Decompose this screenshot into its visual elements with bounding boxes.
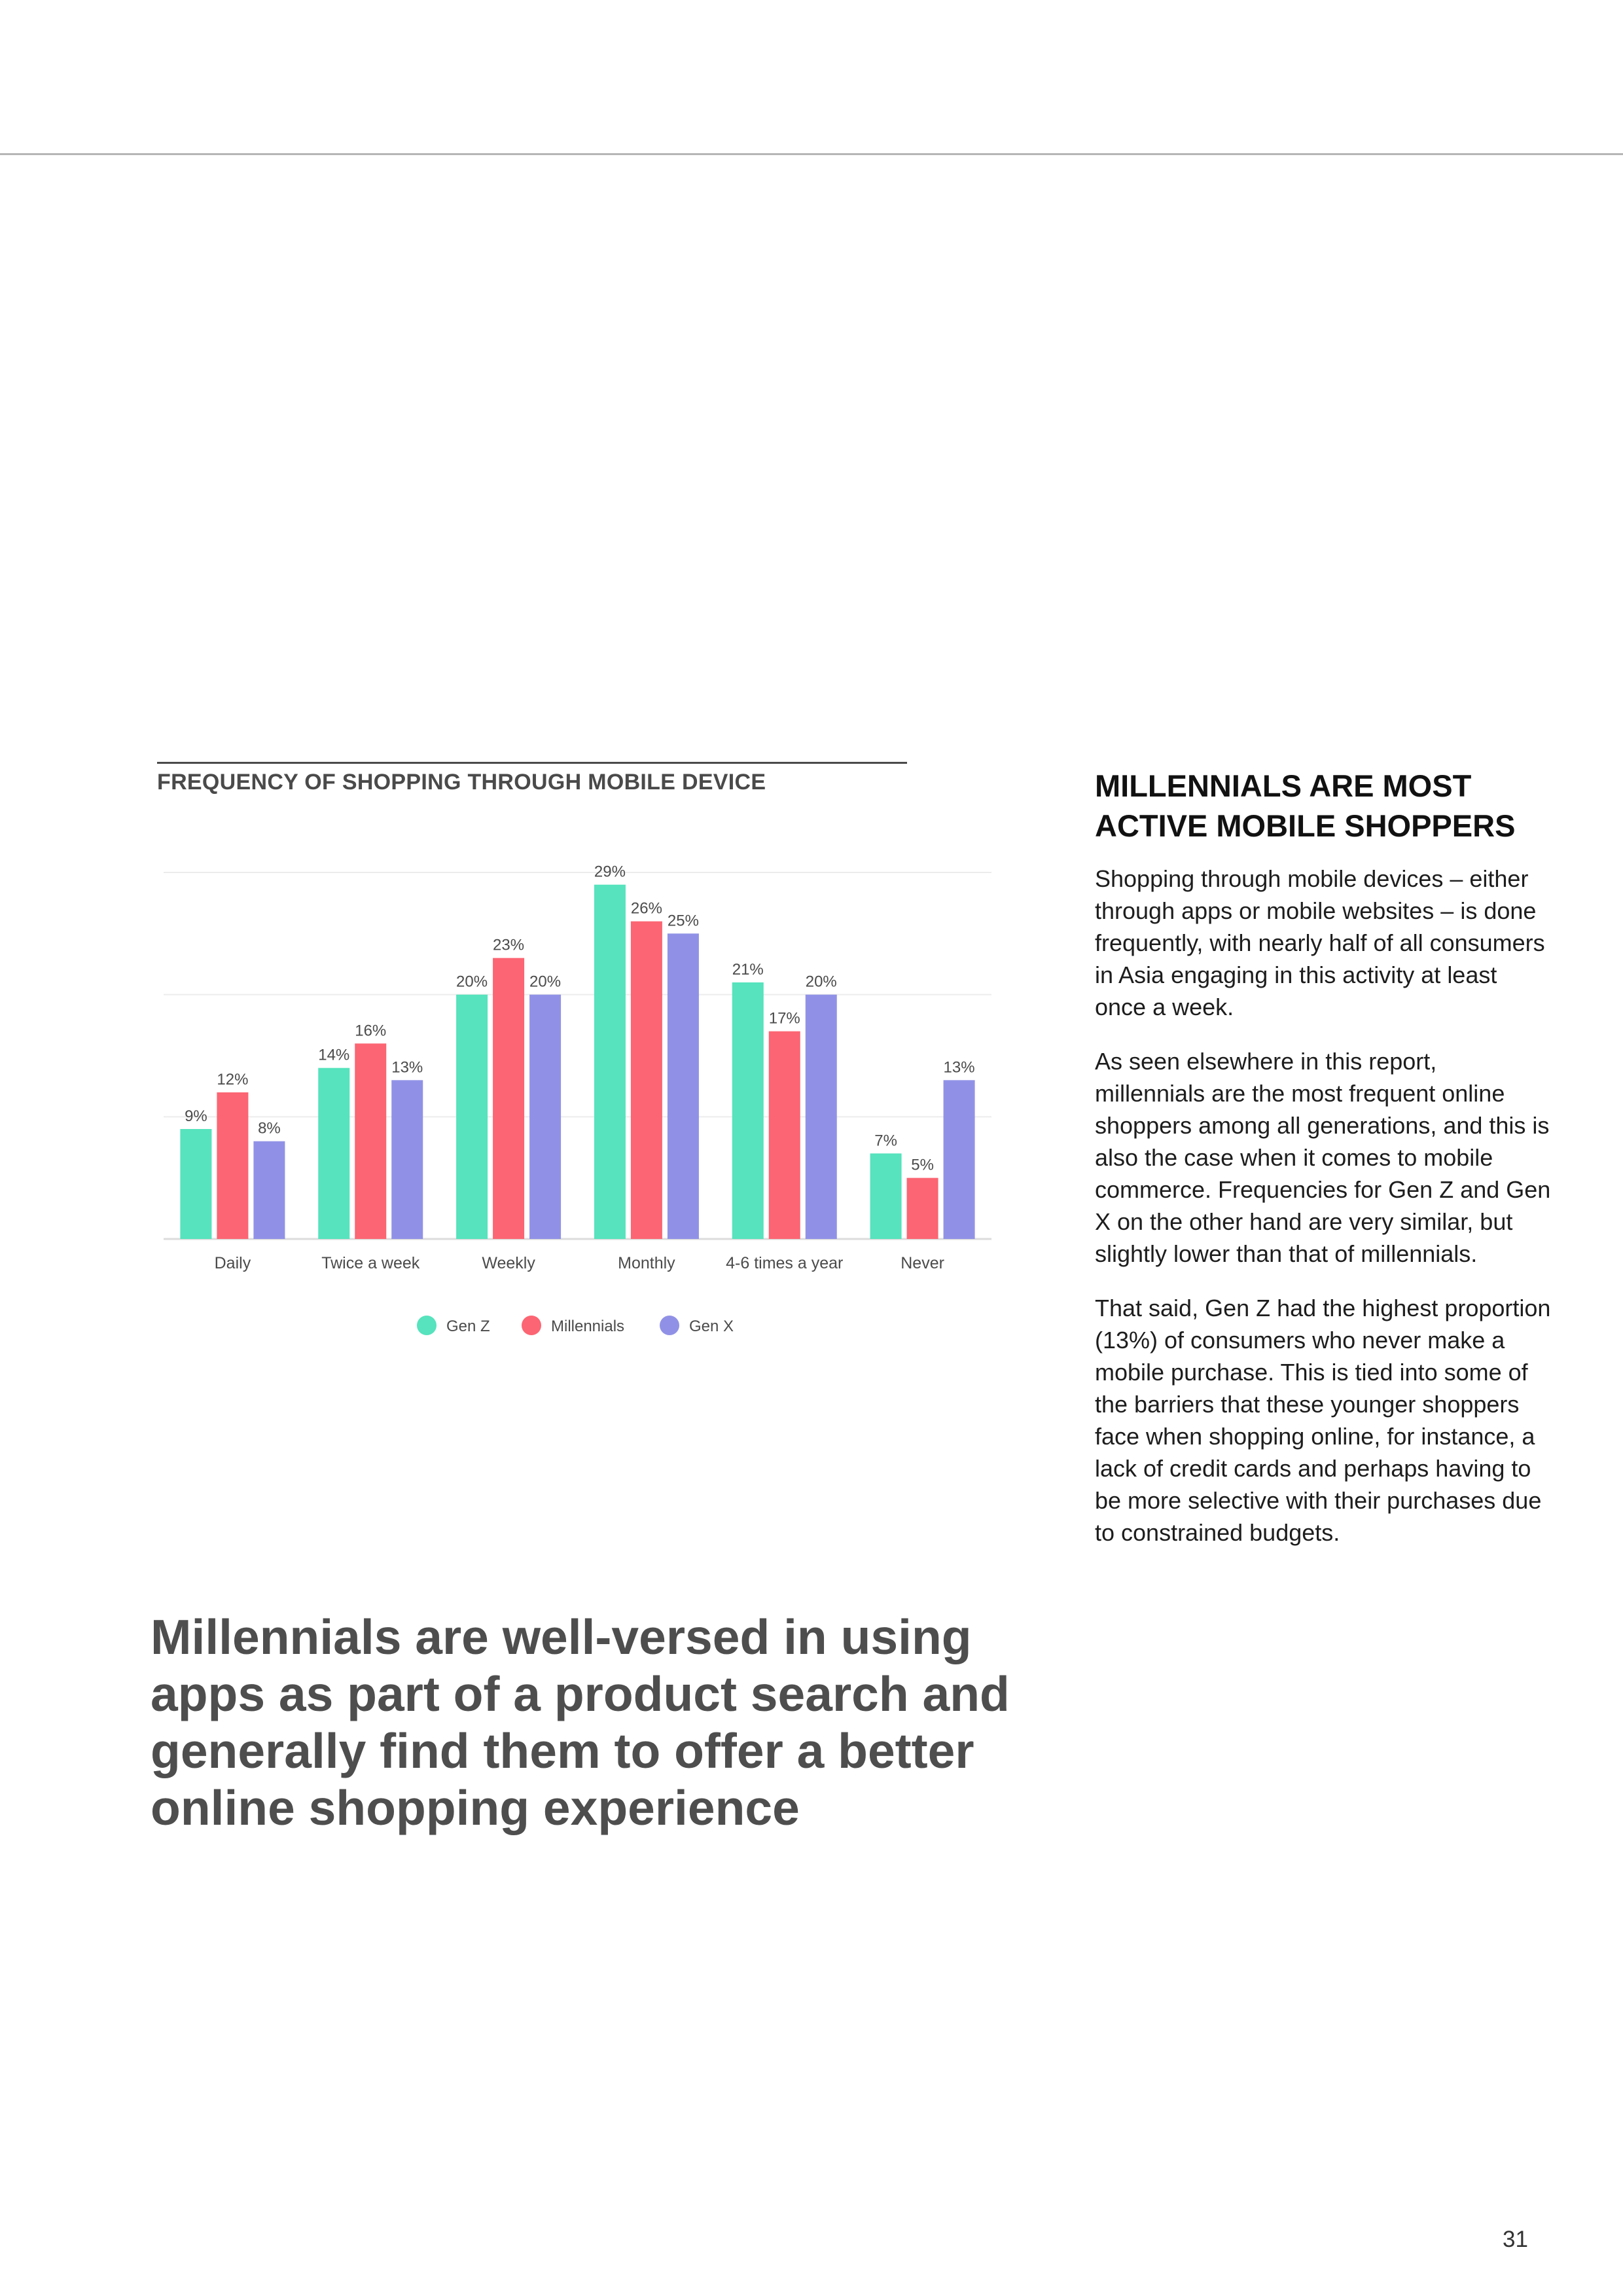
legend-label-millennials: Millennials bbox=[551, 1318, 625, 1335]
data-label-gen-z-daily: 9% bbox=[185, 1107, 207, 1125]
data-label-gen-z-twice-a-week: 14% bbox=[318, 1046, 350, 1064]
pull-quote: Millennials are well-versed in using apps as part of a product search and generally find them to offer a better online shopping experience bbox=[151, 1609, 1010, 1835]
data-label-gen-x-weekly: 20% bbox=[529, 973, 562, 991]
bar-gen-z-weekly bbox=[456, 995, 488, 1239]
sidebar-paragraph-2: As seen elsewhere in this report, millennials are the most frequent online shoppers among all generations, and this is also the case when it comes to mobile commerce. Frequencies for Gen Z and Gen X on the other hand are very similar, but slightly lower than that of millennials. bbox=[1095, 1048, 1551, 1267]
bar-gen-x-4-6-times-a-year bbox=[806, 995, 837, 1239]
header-divider bbox=[0, 153, 1623, 155]
data-label-gen-z-never: 7% bbox=[874, 1132, 897, 1150]
bar-millennials-daily bbox=[217, 1092, 248, 1239]
bar-gen-z-monthly bbox=[594, 885, 626, 1239]
x-tick-label-daily: Daily bbox=[214, 1254, 251, 1272]
sidebar-paragraph-1: Shopping through mobile devices – either through apps or mobile websites – is done frequently, with nearly half of all consumers in Asia engaging in this activity at least once a week. bbox=[1095, 865, 1545, 1020]
sidebar-heading-line-1: MILLENNIALS ARE MOST bbox=[1095, 768, 1472, 803]
data-label-gen-z-weekly: 20% bbox=[456, 973, 488, 991]
sidebar-heading-line-2: ACTIVE MOBILE SHOPPERS bbox=[1095, 808, 1516, 843]
bar-gen-z-twice-a-week bbox=[318, 1068, 349, 1239]
bar-chart bbox=[151, 844, 1001, 1361]
x-tick-label-twice-a-week: Twice a week bbox=[321, 1254, 420, 1272]
sidebar-heading bbox=[1095, 766, 1553, 846]
data-label-gen-z-monthly: 29% bbox=[594, 863, 626, 881]
legend-marker-gen-z bbox=[417, 1316, 437, 1335]
bar-millennials-weekly bbox=[493, 958, 524, 1239]
x-tick-label-weekly: Weekly bbox=[482, 1254, 535, 1272]
bar-millennials-never bbox=[907, 1178, 938, 1239]
legend-label-gen-x: Gen X bbox=[689, 1318, 734, 1335]
bar-gen-z-4-6-times-a-year bbox=[732, 982, 764, 1239]
data-label-millennials-monthly: 26% bbox=[630, 899, 662, 918]
data-label-gen-x-monthly: 25% bbox=[667, 912, 699, 930]
data-label-millennials-twice-a-week: 16% bbox=[355, 1022, 387, 1040]
bar-gen-x-daily bbox=[253, 1141, 285, 1239]
legend-label-gen-z: Gen Z bbox=[446, 1318, 490, 1335]
legend-marker-millennials bbox=[522, 1316, 541, 1335]
bar-gen-x-weekly bbox=[529, 995, 561, 1239]
data-label-gen-x-4-6-times-a-year: 20% bbox=[805, 973, 837, 991]
data-label-millennials-daily: 12% bbox=[217, 1071, 249, 1088]
bar-millennials-twice-a-week bbox=[355, 1043, 386, 1239]
x-tick-label-monthly: Monthly bbox=[618, 1254, 675, 1272]
data-label-gen-x-daily: 8% bbox=[258, 1119, 281, 1138]
data-label-millennials-never: 5% bbox=[911, 1156, 934, 1174]
page-number: 31 bbox=[1503, 2227, 1528, 2252]
x-tick-label-4-6-times-a-year: 4-6 times a year bbox=[726, 1254, 844, 1272]
data-label-gen-x-twice-a-week: 13% bbox=[391, 1058, 423, 1077]
bar-millennials-4-6-times-a-year bbox=[769, 1031, 800, 1239]
data-label-millennials-weekly: 23% bbox=[493, 936, 525, 954]
bar-millennials-monthly bbox=[631, 922, 662, 1239]
sidebar-paragraph-3: That said, Gen Z had the highest proportion (13%) of consumers who never make a mobile purchase. This is tied into some of the barriers that these younger shoppers face when shopping online, for instance, a lack of credit cards and perhaps having to be more selective with their purchases due to constrained budgets. bbox=[1095, 1295, 1551, 1546]
bar-gen-z-daily bbox=[180, 1129, 211, 1239]
bar-gen-z-never bbox=[870, 1153, 902, 1239]
data-label-gen-z-4-6-times-a-year: 21% bbox=[732, 961, 764, 978]
data-label-millennials-4-6-times-a-year: 17% bbox=[768, 1009, 800, 1028]
sidebar-article bbox=[1095, 766, 1553, 1571]
chart-title: FREQUENCY OF SHOPPING THROUGH MOBILE DEVICE bbox=[157, 770, 766, 795]
legend-marker-gen-x bbox=[660, 1316, 679, 1335]
x-tick-label-never: Never bbox=[901, 1254, 944, 1272]
data-label-gen-x-never: 13% bbox=[943, 1058, 975, 1077]
bar-gen-x-twice-a-week bbox=[391, 1080, 423, 1239]
chart-title-rule bbox=[157, 762, 907, 764]
bar-gen-x-monthly bbox=[668, 933, 699, 1239]
bar-gen-x-never bbox=[944, 1080, 975, 1239]
